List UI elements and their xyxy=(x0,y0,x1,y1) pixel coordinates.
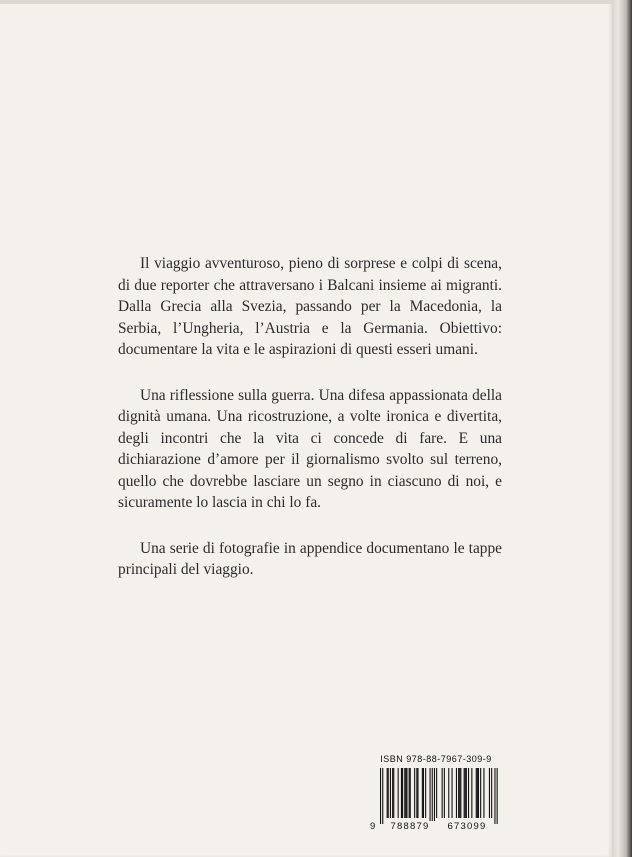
blurb-paragraph-3: Una serie di fotografie in appendice documentano le tappe principali del viaggio. xyxy=(118,539,502,578)
cover-side-edge xyxy=(612,0,632,857)
barcode-bar xyxy=(476,768,477,818)
barcode-bar xyxy=(452,768,453,818)
barcode-bar xyxy=(456,768,457,818)
isbn-barcode-block xyxy=(370,754,502,830)
barcode-bar xyxy=(478,768,479,818)
barcode-bar xyxy=(471,768,472,818)
barcode-bar xyxy=(432,768,433,824)
barcode-bar xyxy=(382,768,383,824)
cover-top-edge xyxy=(0,0,612,4)
barcode-bar xyxy=(388,768,389,818)
barcode-bar xyxy=(442,768,443,818)
barcode-bar xyxy=(464,768,465,818)
blurb-paragraph-1: Il viaggio avventuroso, pieno di sorprese e colpi di scena, di due reporter che attraversano i Balcani insieme ai migranti. Dalla Grecia alla Svezia, passando per la Macedonia, la Serbia, l’Ungheria, l’Austria e la Germania. Obiettivo: documentare la vita e le aspirazioni di questi esseri umani. xyxy=(118,255,502,358)
barcode-bar xyxy=(466,768,467,818)
barcode-bar xyxy=(404,768,405,818)
barcode-bar xyxy=(387,768,388,818)
barcode-bar xyxy=(444,768,445,818)
barcode-bar xyxy=(497,768,498,824)
barcode-digits-left: 788879 xyxy=(384,821,436,832)
barcode-bar xyxy=(465,768,466,818)
barcode-bar xyxy=(448,768,449,818)
barcode-digit-first: 9 xyxy=(370,821,376,832)
barcode-bar xyxy=(417,768,418,818)
barcode-bar xyxy=(401,768,402,818)
barcode-bar xyxy=(410,768,411,818)
barcode-bar xyxy=(422,768,423,818)
back-cover-blurb xyxy=(118,253,502,605)
barcode-bar xyxy=(416,768,417,818)
barcode-bar xyxy=(409,768,410,818)
isbn-label: ISBN 978-88-7967-309-9 xyxy=(380,754,492,764)
barcode-bar xyxy=(392,768,393,818)
barcode-bar xyxy=(459,768,460,818)
barcode-bar xyxy=(480,768,481,818)
barcode xyxy=(370,768,502,830)
barcode-bar xyxy=(494,768,495,824)
barcode-bar xyxy=(398,768,399,818)
barcode-bar xyxy=(491,768,492,818)
barcode-bars xyxy=(370,768,502,824)
barcode-bar xyxy=(489,768,490,818)
barcode-bar xyxy=(406,768,407,818)
barcode-bar xyxy=(460,768,461,818)
barcode-bar xyxy=(434,768,435,824)
barcode-bar xyxy=(405,768,406,818)
barcode-bar xyxy=(380,768,381,824)
barcode-digits-right: 673099 xyxy=(440,821,494,832)
blurb-paragraph-2: Una riflessione sulla guerra. Una difesa appassionata della dignità umana. Una ricostruzione, a volte ironica e divertita, degli incontri che la vita ci concede di fare. E una dichiarazione d’amore per il giornalismo svolto sul terreno, quello che dovrebbe lasciare un segno in ciascuno di noi, e sicuramente lo lascia in chi lo fa. xyxy=(118,386,502,511)
barcode-bar xyxy=(423,768,424,818)
barcode-bar xyxy=(436,768,437,818)
barcode-bar xyxy=(430,768,431,824)
barcode-bar xyxy=(425,768,426,818)
barcode-bar xyxy=(402,768,403,818)
barcode-bar xyxy=(468,768,469,818)
barcode-bar xyxy=(483,768,484,818)
barcode-bar xyxy=(477,768,478,818)
barcode-bar xyxy=(393,768,394,818)
barcode-bar xyxy=(390,768,391,818)
barcode-bar xyxy=(458,768,459,818)
barcode-bar xyxy=(414,768,415,818)
